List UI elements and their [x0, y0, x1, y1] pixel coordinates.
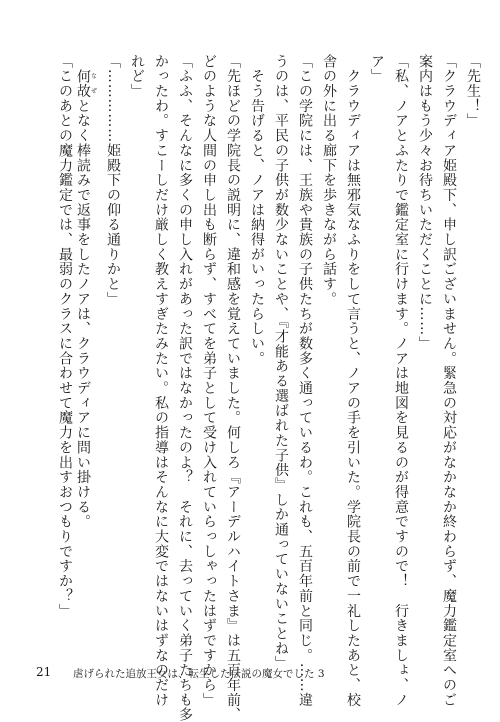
- text-line-with-ruby: [75, 54, 97, 530]
- text-line: ア」: [369, 54, 385, 84]
- ruby-annotation: 何故なぜ: [75, 68, 97, 99]
- ruby-line-prefix: [75, 54, 91, 69]
- text-line: 「この学院には、王族や貴族の子供たちが数多く通っているわ。これも、五百年前と同じ。……違: [297, 54, 313, 708]
- text-line: 案内はもう少々お待ちいただくことに……」: [417, 54, 433, 351]
- ruby-line-rest: となく棒読みで返事をしたノアは、クラウディアに問い掛ける。: [75, 98, 91, 530]
- text-line: 「私、ノアとふたりで鑑定室に行けます。ノアは地図を見るのが得意ですので！ 行きましょ、ノ: [393, 54, 409, 708]
- text-line: 「先生！」: [465, 54, 481, 129]
- text-line: どのような人間の申し出も断らず、すべてを弟子として受け入れていらっしゃったはずですから」: [201, 54, 217, 708]
- text-line: そう告げると、ノアは納得がいったらしい。: [249, 54, 265, 366]
- text-line: 「ふふ、そんなに多くの申し入れがあった訳ではなかったのよ？ それに、去っていく弟子たちも多: [177, 54, 193, 722]
- page-number: 21: [36, 665, 52, 679]
- text-line: 「先ほどの学院長の説明に、違和感を覚えていました。何しろ『アーデルハイトさま』は五百年前、: [225, 54, 241, 722]
- text-line: れど」: [129, 54, 145, 99]
- text-line: クラウディアは無邪気なふりをして言うと、ノアの手を引いた。学院長の前で一礼したあと、校: [345, 54, 361, 708]
- text-line: 「……………姫殿下の仰る通りかと」: [105, 54, 121, 307]
- text-line: 舎の外に出る廊下を歩きながら話す。: [321, 54, 337, 307]
- text-line: かったわ。すこーしだけ厳しく教えすぎたみたい。私の指導はそんなに大変ではないはずなのだけ: [153, 54, 169, 708]
- text-line: 「クラウディア姫殿下、申し訳ございません。緊急の対応がなかなか終わらず、魔力鑑定室へのご: [441, 54, 457, 708]
- text-line: 「このあとの魔力鑑定では、最弱のクラスに合わせて魔力を出すおつもりですか？」: [57, 54, 73, 619]
- running-title: 虐げられた追放王女は、転生した伝説の魔女でした 3: [73, 668, 325, 680]
- text-line: うのは、平民の子供が数少ないことや、『才能ある選ばれた子供』しか通っていないことね」: [273, 54, 289, 671]
